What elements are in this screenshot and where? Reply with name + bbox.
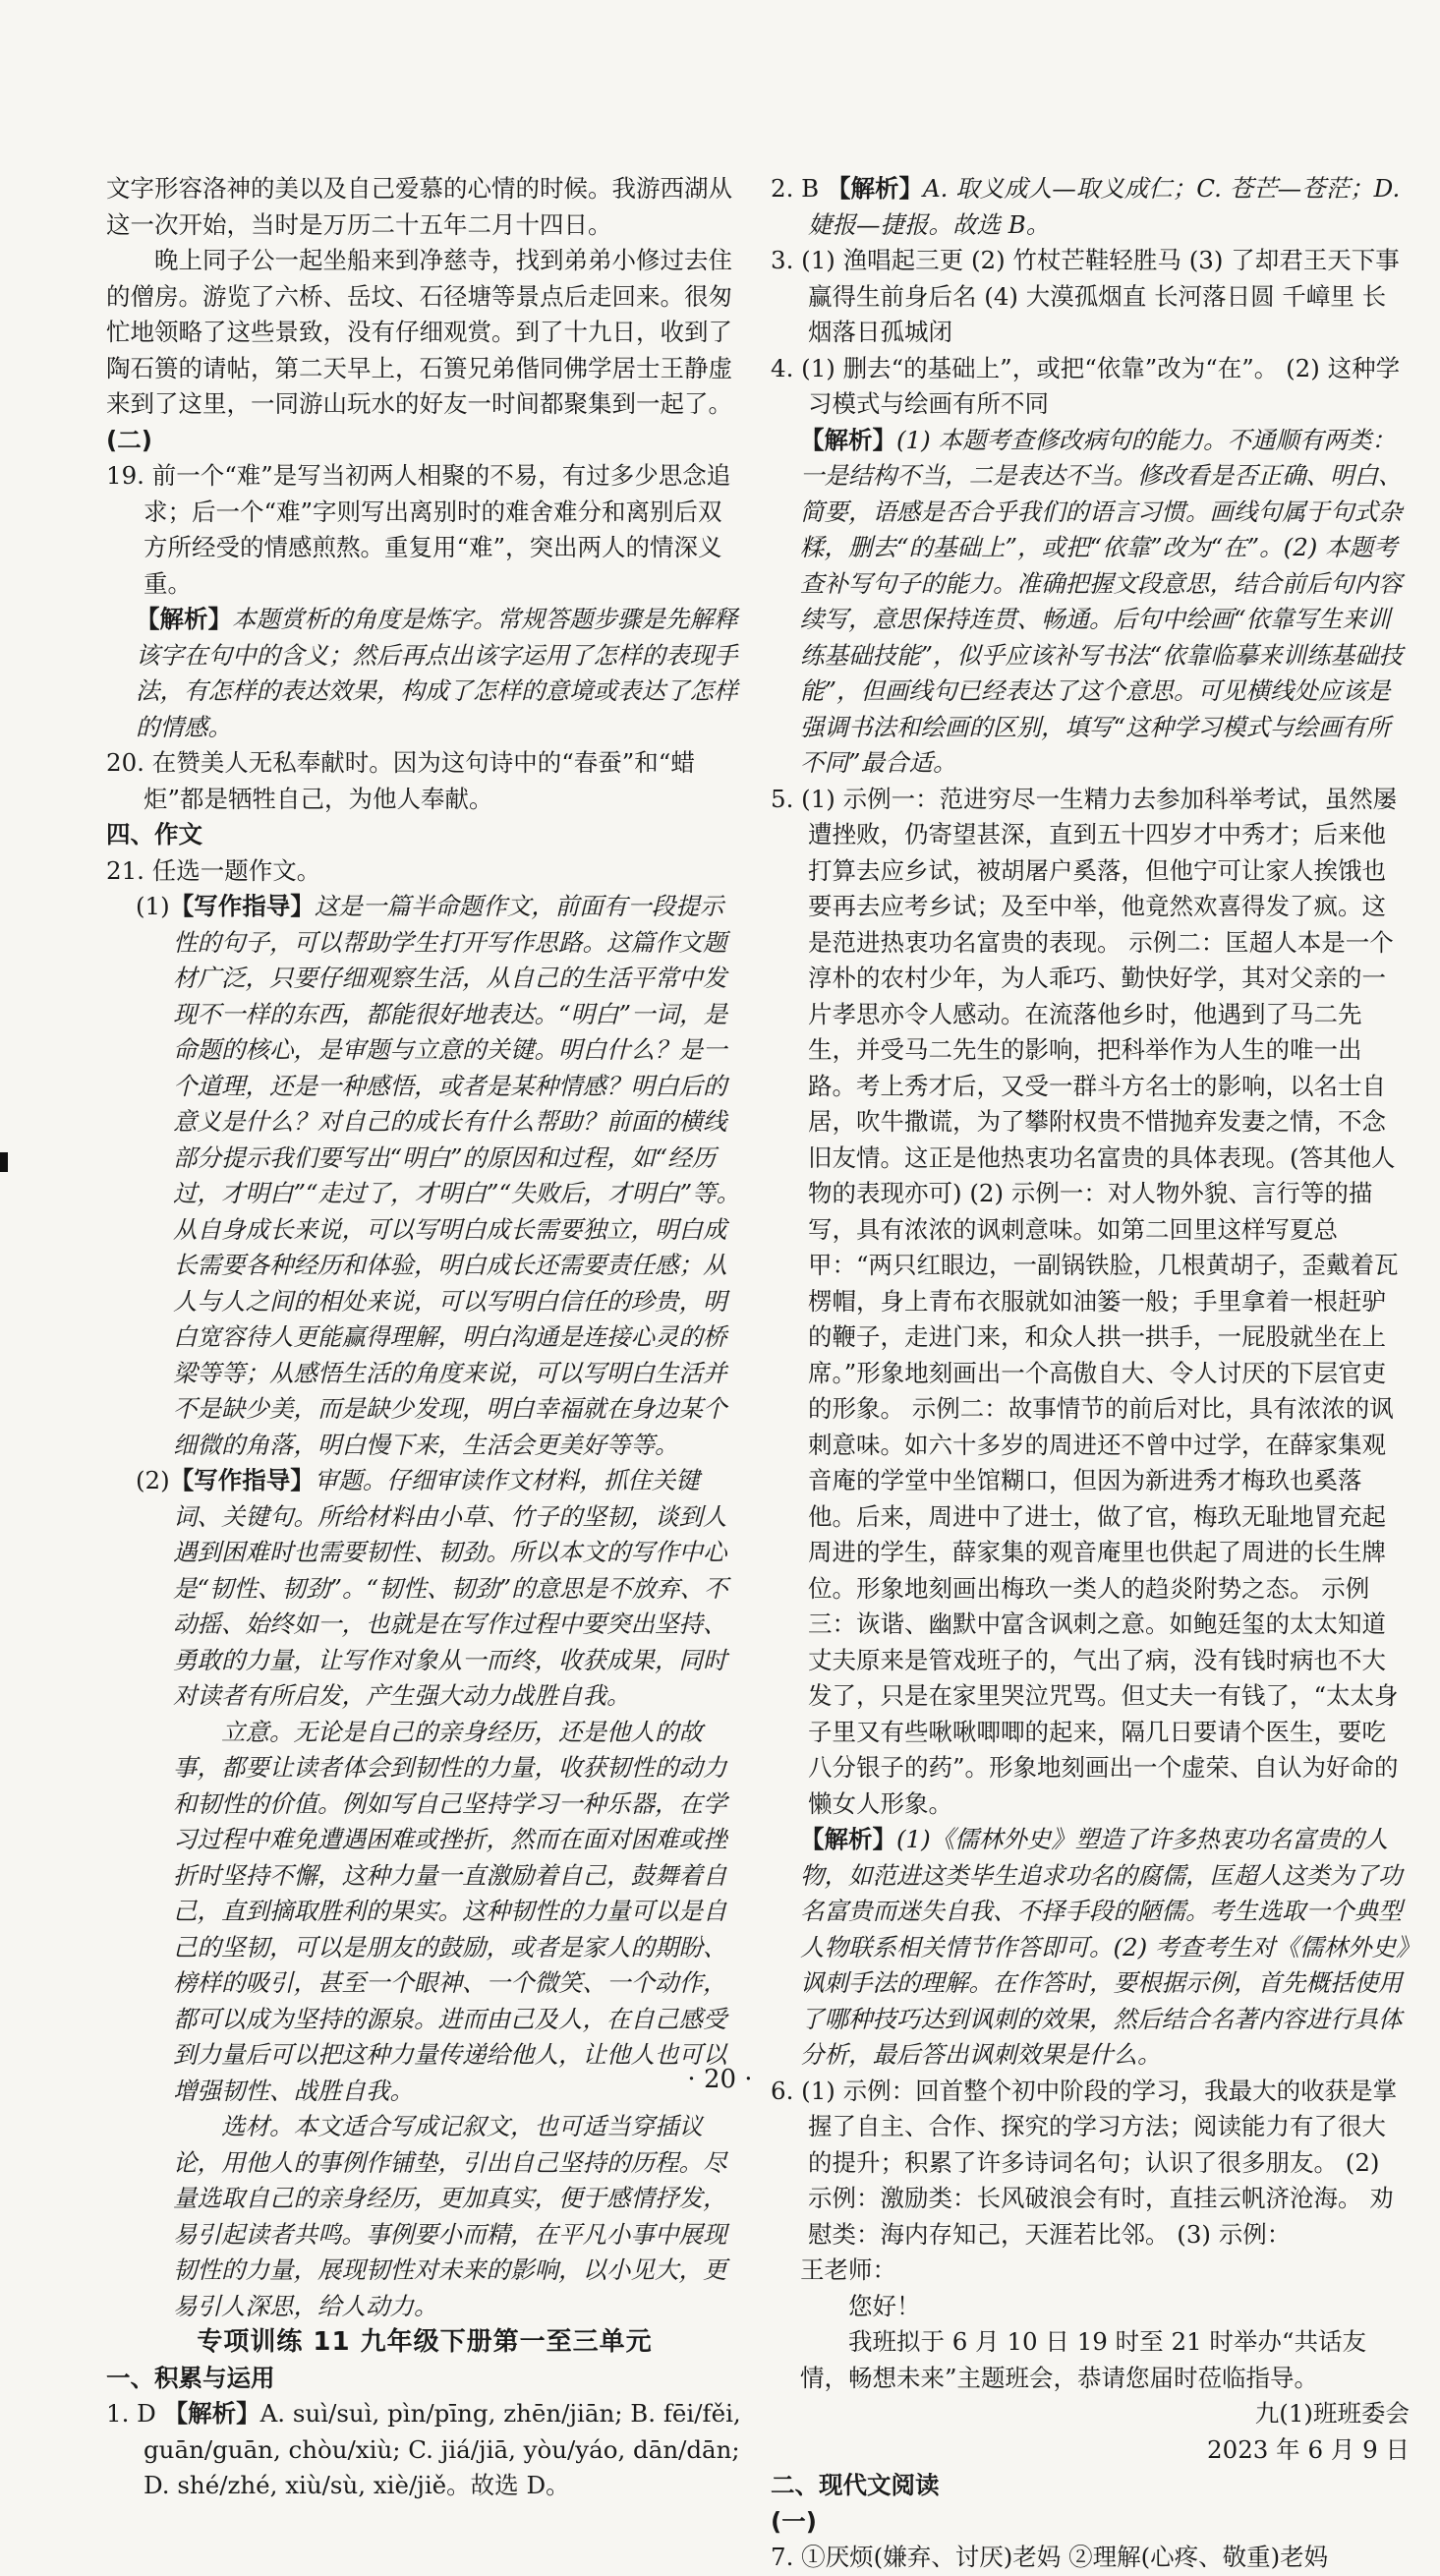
- analysis-4-text: (1) 本题考查修改病句的能力。不通顺有两类：一是结构不当，二是表达不当。修改看是否正确、明白、简要，语感是否合乎我们的语言习惯。画线句属于句式杂糅，删去“的基础上”，或把“依靠”改为“在”。(2) 本题考查补写句子的能力。准确把握文段意思，结合前后句内容续写，意思保持连贯、畅通。后句中绘画“依靠写生来训练基础技能”，似乎应该补写书法“依靠临摹来训练基础技能”，但画线句已经表达了这个意思。可见横线处应该是强调书法和绘画的区别，填写“这种学习模式与绘画有所不同”最合适。: [800, 425, 1404, 777]
- analysis-1-text: A. suì/suì, pìn/pīng, zhēn/jiān; B. fēi/fěi, guān/guān, chòu/xiù; C. jiá/jiā, yòu/yáo, dān/dān; D. shé/zhé, xiù/sù, xiè/jiě。故选 D。: [144, 2399, 741, 2499]
- letter-greeting: 您好！: [848, 2291, 921, 2320]
- analysis-5-text: (1)《儒林外史》塑造了许多热衷功名富贵的人物，如范进这类毕生追求功名的腐儒，匡超人这类为了功名富贵而迷失自我、不择手段的陋儒。考生选取一个典型人物联系相关情节作答即可。(2) 考查考生对《儒林外史》讽刺手法的理解。在作答时，要根据示例，首先概括使用了哪种技巧达到讽刺的效果，然后结合名著内容进行具体分析，最后答出讽刺效果是什么。: [800, 1825, 1409, 2069]
- writing-guide-tag: 【写作指导】: [169, 892, 315, 920]
- section-heading-er2: 二、现代文阅读: [771, 2471, 940, 2499]
- analysis-tag: 【解析】: [163, 2399, 260, 2428]
- answer-5: 5. (1) 示例一：范进穷尽一生精力去参加科举考试，虽然屡遭挫败，仍寄望甚深，直到五十四岁才中秀才；后来他打算去应乡试，被胡屠户奚落，但他宁可让家人挨饿也要再去应考乡试；及至中举，他竟然欢喜得发了疯。这是范进热衷功名富贵的表现。 示例二：匡超人本是一个淳朴的农村少年，为人乖巧、勤快好学，其对父亲的一片孝思亦令人感动。在流落他乡时，他遇到了马二先生，并受马二先生的影响，把科举作为人生的唯一出路。考上秀才后，又受一群斗方名士的影响，以名士自居，吹牛撒谎，为了攀附权贵不惜抛弃发妻之情，不念旧友情。这正是他热衷功名富贵的具体表现。(答其他人物的表现亦可) (2) 示例一：对人物外貌、言行等的描写，具有浓浓的讽刺意味。如第二回里这样写夏总甲：“两只红眼边，一副锅铁脸，几根黄胡子，歪戴着瓦楞帽，身上青布衣服就如油篓一般；手里拿着一根赶驴的鞭子，走进门来，和众人拱一拱手，一屁股就坐在上席。”形象地刻画出一个高傲自大、令人讨厌的下层官吏的形象。 示例二：故事情节的前后对比，具有浓浓的讽刺意味。如六十多岁的周进还不曾中过学，在薛家集观音庵的学堂中坐馆糊口，但因为新进秀才梅玖也奚落他。后来，周进中了进士，做了官，梅玖无耻地冒充起周进的学生，薛家集的观音庵里也供起了周进的长生牌位。形象地刻画出梅玖一类人的趋炎附势之态。 示例三：诙谐、幽默中富含讽刺之意。如鲍廷玺的太太知道丈夫原来是管戏班子的，气出了病，没有钱时病也不大发了，只是在家里哭泣咒骂。但丈夫一有钱了，“太太身子里又有些啾啾唧唧的起来，隔几日要请个医生，要吃八分银子的药”。形象地刻画出一个虚荣、自认为好命的懒女人形象。: [771, 784, 1399, 1818]
- analysis-tag: 【解析】: [826, 174, 923, 203]
- section-heading-yi: 一、积累与运用: [106, 2363, 275, 2392]
- writing-guide-2-text: 审题。仔细审读作文材料，抓住关键词、关键句。所给材料由小草、竹子的坚韧，谈到人遇到困难时也需要韧性、韧劲。所以本文的写作中心是“韧性、韧劲”。“韧性、韧劲”的意思是不放弃、不动摇、始终如一，也就是在写作过程中要突出坚持、勇敢的力量，让写作对象从一而终，收获成果，同时对读者有所启发，产生强大动力战胜自我。: [173, 1466, 728, 1710]
- answer-3: 3. (1) 渔唱起三更 (2) 竹杖芒鞋轻胜马 (3) 了却君王天下事 赢得生前身后名 (4) 大漠孤烟直 长河落日圆 千嶂里 长烟落日孤城闭: [771, 246, 1400, 346]
- letter-date: 2023 年 6 月 9 日: [1207, 2434, 1410, 2464]
- letter-recipient: 王老师：: [800, 2255, 896, 2284]
- writing-guide-1-num: (1): [136, 892, 170, 920]
- section-heading-er: (二): [106, 425, 152, 454]
- writing-guide-2-xuancai: 选材。本文适合写成记叙文，也可适当穿插议论，用他人的事例作铺垫，引出自己坚持的历程。尽量选取自己的亲身经历，更加真实，便于感情抒发，易引起读者共鸣。事例要小而精，在平凡小事中展现韧性的力量，展现韧性对未来的影响，以小见大，更易引人深思，给人动力。: [173, 2112, 727, 2320]
- writing-guide-1-text: 这是一篇半命题作文，前面有一段提示性的句子，可以帮助学生打开写作思路。这篇作文题材广泛，只要仔细观察生活，从自己的生活平常中发现不一样的东西，都能很好地表达。“明白”一词，是命题的核心，是审题与立意的关键。明白什么？是一个道理，还是一种感悟，或者是某种情感？明白后的意义是什么？对自己的成长有什么帮助？前面的横线部分提示我们要写出“明白”的原因和过程，如“经历过，才明白”“走过了，才明白”“失败后，才明白”等。从自身成长来说，可以写明白成长需要独立，明白成长需要各种经历和体验，明白成长还需要责任感；从人与人之间的相处来说，可以写明白信任的珍贵，明白宽容待人更能赢得理解，明白沟通是连接心灵的桥梁等等；从感悟生活的角度来说，可以写明白生活并不是缺少美，而是缺少发现，明白幸福就在身边某个细微的角落，明白慢下来，生活会更美好等等。: [173, 892, 741, 1459]
- answer-20: 20. 在赞美人无私奉献时。因为这句诗中的“春蚕”和“蜡炬”都是牺牲自己，为他人奉献。: [106, 748, 695, 813]
- writing-guide-tag: 【写作指导】: [169, 1466, 315, 1494]
- writing-guide-2: [106, 1463, 743, 1715]
- letter-signature: 九(1)班班委会: [1254, 2399, 1410, 2428]
- right-column: [771, 171, 1410, 2576]
- passage-translation-p2: 晚上同子公一起坐船来到净慈寺，找到弟弟小修过去住的僧房。游览了六桥、岳坟、石径塘等景点后走回来。很匆忙地领略了这些景致，没有仔细观赏。到了十九日，收到了陶石篑的请帖，第二天早上，石篑兄弟偕同佛学居士王静虚来到了这里，一同游山玩水的好友一时间都聚集到一起了。: [106, 246, 732, 418]
- passage-translation-p1: 文字形容洛神的美以及自己爱慕的心情的时候。我游西湖从这一次开始，当时是万历二十五年二月十四日。: [106, 174, 732, 239]
- answer-4: 4. (1) 删去“的基础上”，或把“依靠”改为“在”。 (2) 这种学习模式与绘画有所不同: [771, 353, 1401, 418]
- section-heading-yi2: (一): [771, 2506, 817, 2536]
- special-training-title: 专项训练 11 九年级下册第一至三单元: [197, 2327, 653, 2357]
- writing-guide-1: [106, 889, 743, 1463]
- analysis-5: [771, 1822, 1410, 2074]
- analysis-4: [771, 423, 1410, 782]
- answer-19: 19. 前一个“难”是写当初两人相聚的不易，有过多少思念追求；后一个“难”字则写出离别时的难舍难分和离别后双方所经受的情感煎熬。重复用“难”，突出两人的情深义重。: [106, 461, 731, 598]
- answer-2-letter: 2. B: [771, 174, 827, 203]
- writing-guide-2-liyi: 立意。无论是自己的亲身经历，还是他人的故事，都要让读者体会到韧性的力量，收获韧性的动力和韧性的价值。例如写自己坚持学习一种乐器，在学习过程中难免遭遇困难或挫折，然而在面对困难或挫折时坚持不懈，这种力量一直激励着自己，鼓舞着自己，直到摘取胜利的果实。这种韧性的力量可以是自己的坚韧，可以是朋友的鼓励，或者是家人的期盼、榜样的吸引，甚至一个眼神、一个微笑、一个动作，都可以成为坚持的源泉。进而由己及人，在自己感受到力量后可以把这种力量传递给他人，让他人也可以增强韧性、战胜自我。: [173, 1717, 727, 2105]
- section-heading-si: 四、作文: [106, 820, 202, 849]
- analysis-2-text: A. 取义成人—取义成仁；C. 苍芒—苍茫；D. 婕报—捷报。故选 B。: [808, 174, 1401, 239]
- letter-body: 我班拟于 6 月 10 日 19 时至 21 时举办“共话友情，畅想未来”主题班会，恭请您届时莅临指导。: [800, 2327, 1366, 2392]
- answer-2: [771, 171, 1410, 243]
- analysis-tag: 【解析】: [800, 425, 896, 454]
- writing-guide-2-num: (2): [136, 1466, 170, 1494]
- analysis-tag: 【解析】: [800, 1825, 896, 1853]
- answer-7: 7. ①厌烦(嫌弃、讨厌)老妈 ②理解(心疼、敬重)老妈: [771, 2543, 1329, 2571]
- answer-1: [106, 2396, 743, 2504]
- answer-21: 21. 任选一题作文。: [106, 855, 321, 885]
- answer-6: 6. (1) 示例：回首整个初中阶段的学习，我最大的收获是掌握了自主、合作、探究的学习方法；阅读能力有了很大的提升；积累了许多诗词名句；认识了很多朋友。 (2) 示例：激励类：长风破浪会有时，直挂云帆济沧海。 劝慰类：海内存知己，天涯若比邻。 (3) 示例：: [771, 2076, 1398, 2249]
- analysis-19: [106, 602, 743, 745]
- page-number: · 20 ·: [687, 2065, 753, 2094]
- margin-mark: [0, 1152, 8, 1172]
- analysis-19-text: 本题赏析的角度是炼字。常规答题步骤是先解释该字在句中的含义；然后再点出该字运用了怎样的表现手法，有怎样的表达效果，构成了怎样的意境或表达了怎样的情感。: [136, 605, 738, 741]
- answer-1-letter: 1. D: [106, 2399, 164, 2428]
- analysis-tag: 【解析】: [136, 605, 232, 633]
- left-column: [106, 171, 743, 2504]
